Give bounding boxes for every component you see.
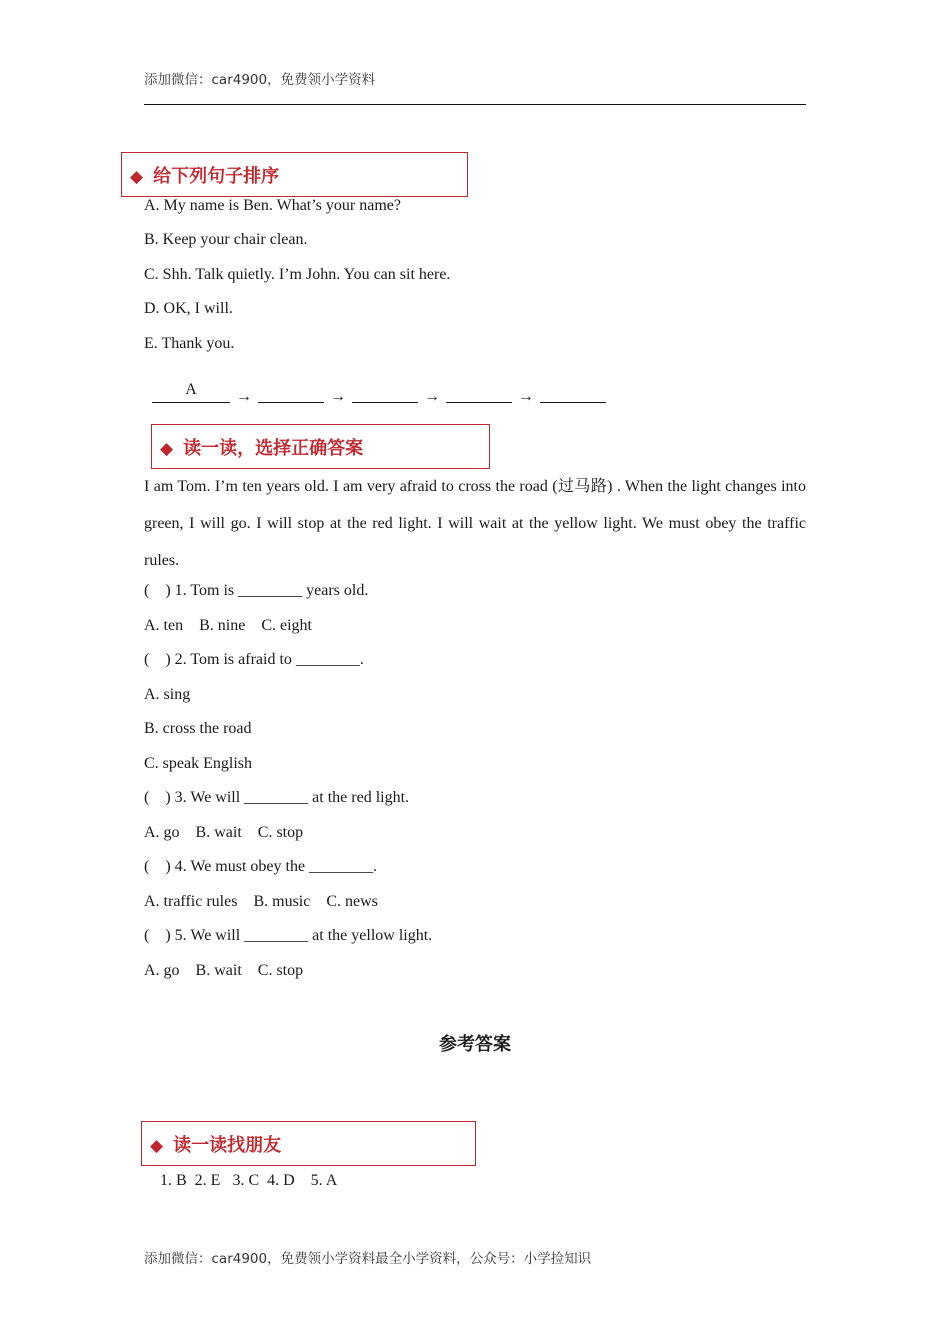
section-title-box-read <box>151 424 490 469</box>
page-header: 添加微信：car4900，免费领小学资料 <box>144 72 376 88</box>
arrow-3: → <box>424 388 440 405</box>
order-blank-1 <box>152 381 230 403</box>
order-blank-2 <box>258 388 324 403</box>
question-1-options: A. ten B. nine C. eight <box>144 617 312 634</box>
section-title-read: 读一读，选择正确答案 <box>183 437 364 459</box>
order-answer-row <box>144 370 606 406</box>
question-2-option-c: C. speak English <box>144 755 252 772</box>
question-4: ( ) 4. We must obey the ________. <box>144 858 378 875</box>
question-5: ( ) 5. We will ________ at the yellow light. <box>144 927 433 944</box>
section-title-friends: 读一读找朋友 <box>173 1134 282 1156</box>
arrow-1: → <box>236 388 252 405</box>
diamond-icon: ◆ <box>130 166 144 187</box>
diamond-icon: ◆ <box>150 1135 164 1156</box>
sentence-b: B. Keep your chair clean. <box>144 231 308 248</box>
section-title-sort: 给下列句子排序 <box>153 165 280 187</box>
arrow-2: → <box>330 388 346 405</box>
arrow-4: → <box>518 388 534 405</box>
question-3: ( ) 3. We will ________ at the red light. <box>144 789 410 806</box>
sentence-e: E. Thank you. <box>144 335 235 352</box>
question-4-options: A. traffic rules B. music C. news <box>144 893 378 910</box>
question-3-options: A. go B. wait C. stop <box>144 824 304 841</box>
section-title-box-sort <box>121 152 468 197</box>
section-title-box-friends <box>141 1121 476 1166</box>
order-blank-5 <box>540 388 606 403</box>
question-2-option-b: B. cross the road <box>144 720 252 737</box>
sentence-d: D. OK, I will. <box>144 300 233 317</box>
question-2-option-a: A. sing <box>144 686 191 703</box>
question-1: ( ) 1. Tom is ________ years old. <box>144 582 369 599</box>
reading-passage: I am Tom. I’m ten years old. I am very afraid to cross the road (过马路) . When the light changes into green, I will go. I will stop at the red light. I will wait at the yellow light. We must obey the traffic rules. <box>144 478 806 569</box>
reference-answers-title: 参考答案 <box>439 1034 511 1055</box>
order-blank-4 <box>446 388 512 403</box>
page-footer: 添加微信：car4900，免费领小学资料最全小学资料，公众号：小学捡知识 <box>144 1251 592 1267</box>
sentence-a: A. My name is Ben. What’s your name? <box>144 197 401 214</box>
header-divider <box>144 104 806 105</box>
answer-key: 1. B 2. E 3. C 4. D 5. A <box>160 1172 338 1189</box>
order-answer-1: A <box>185 381 197 398</box>
diamond-icon: ◆ <box>160 438 174 459</box>
sentence-c: C. Shh. Talk quietly. I’m John. You can sit here. <box>144 266 451 283</box>
order-blank-3 <box>352 388 418 403</box>
question-2: ( ) 2. Tom is afraid to ________. <box>144 651 364 668</box>
question-5-options: A. go B. wait C. stop <box>144 962 304 979</box>
